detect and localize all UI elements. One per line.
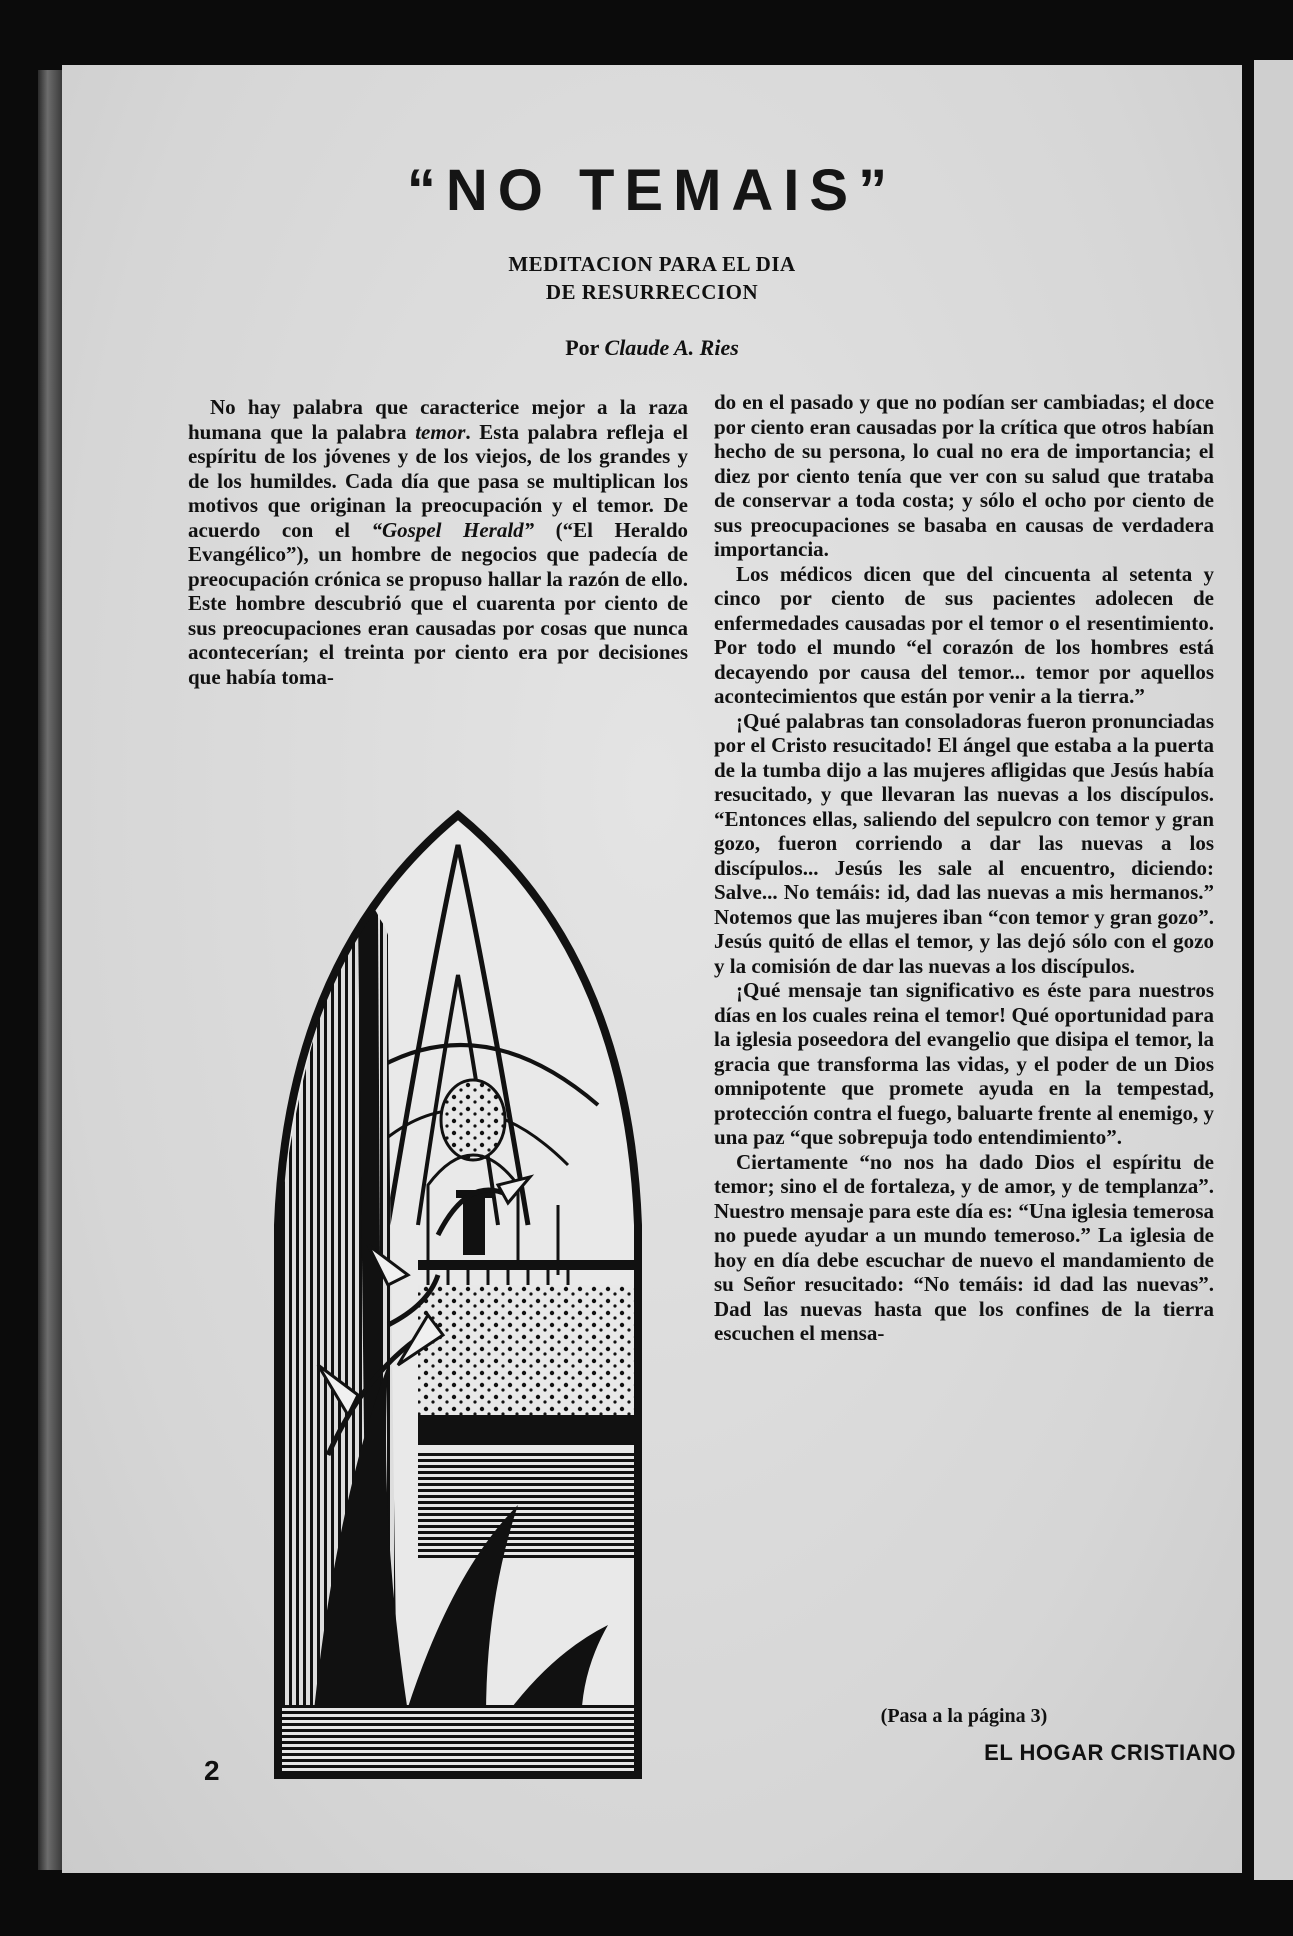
- subtitle-line-1: MEDITACION PARA EL DIA: [508, 252, 796, 276]
- text-run: (“El Heraldo Evangélico”), un hombre de negocios que padecía de preocupación crónica se propuso hallar la razón de ello. Este hombre descubrió que el cuarenta por ciento de sus preocupaciones eran causadas por cosas que nunca acontecerían; el treinta por ciento era por decisiones que había toma-: [188, 517, 689, 689]
- byline-prefix: Por: [565, 335, 600, 360]
- byline: [62, 335, 1242, 361]
- text-run: No hay palabra que caracterice mejor a la raza humana que la palabra: [188, 395, 688, 444]
- article-subtitle: [62, 250, 1242, 306]
- right-paragraph-5: Ciertamente “no nos ha dado Dios el espíritu de temor; sino el de fortaleza, y de amor, y de templanza”. Nuestro mensaje para este día es: “Una iglesia temerosa no puede ayudar a un mundo temeroso.” La iglesia de hoy en día debe escuchar de nuevo el mandamiento de su Señor resucitado: “No temáis: id dad las nuevas”. Dad las nuevas hasta que los confines de la tierra escuchen el mensa-: [714, 1149, 1214, 1345]
- adjacent-page-strip: [1254, 60, 1293, 1880]
- right-column: [714, 390, 1214, 1346]
- magazine-name: EL HOGAR CRISTIANO: [984, 1740, 1236, 1765]
- right-paragraph-2: Los médicos dicen que del cincuenta al setenta y cinco por ciento de sus pacientes adolecen de enfermedades causadas por el temor o el resentimiento. Por todo el mundo “el corazón de los hombres está decayendo por causa del temor... temor por aquellos acontecimientos que están por venir a la tierra.”: [714, 561, 1214, 708]
- page-number: 2: [204, 1755, 220, 1786]
- left-column: [188, 395, 688, 689]
- text-emphasis: temor: [415, 419, 466, 444]
- magazine-page: [62, 65, 1242, 1873]
- byline-author: Claude A. Ries: [604, 335, 739, 360]
- text-emphasis: “Gospel Herald”: [371, 517, 535, 542]
- left-paragraph-1: [188, 395, 688, 689]
- text-run: . Esta palabra refleja el espíritu de los jóvenes y de los viejos, de los grandes y de los humildes. Cada día que pasa se multiplican los motivos que originan la preocupación y el temor. De acuerdo con el: [188, 419, 689, 542]
- right-paragraph-1: do en el pasado y que no podían ser cambiadas; el doce por ciento eran causadas por la crítica que otros habían hecho de su persona, lo cual no era de importancia; el diez por ciento tenía que ver con su salud que trataba de conservar a toda costa; y sólo el ocho por ciento de sus preocupaciones se basaba en causas de verdadera importancia.: [714, 390, 1214, 561]
- continued-note: (Pasa a la página 3): [880, 1705, 1048, 1727]
- right-paragraph-4: ¡Qué mensaje tan significativo es éste para nuestros días en los cuales reina el temor! Qué oportunidad para la iglesia poseedora del evangelio que disipa el temor, la gracia que transforma las vidas, y el poder de un Dios omnipotente que promete ayuda en la tempestad, protección contra el fuego, baluarte frente al enemigo, y una paz “que sobrepuja todo entendimiento”.: [714, 978, 1214, 1149]
- subtitle-line-2: DE RESURRECCION: [545, 280, 759, 304]
- article-title: “NO TEMAIS”: [406, 158, 898, 223]
- gothic-window-illustration: [268, 805, 648, 1785]
- page-left-edge: [38, 70, 62, 1870]
- right-paragraph-3: ¡Qué palabras tan consoladoras fueron pronunciadas por el Cristo resucitado! El ángel que estaba a la puerta de la tumba dijo a las mujeres afligidas que Jesús había resucitado, y que llevaran las nuevas a los discípulos. “Entonces ellas, saliendo del sepulcro con temor y gran gozo, fueron corriendo a dar las nuevas a los discípulos... Jesús les sale al encuentro, diciendo: Salve... No temáis: id, dad las nuevas a mis hermanos.” Notemos que las mujeres iban “con temor y gran gozo”. Jesús quitó de ellas el temor, y las dejó sólo con el gozo y la comisión de dar las nuevas a los discípulos.: [714, 708, 1214, 978]
